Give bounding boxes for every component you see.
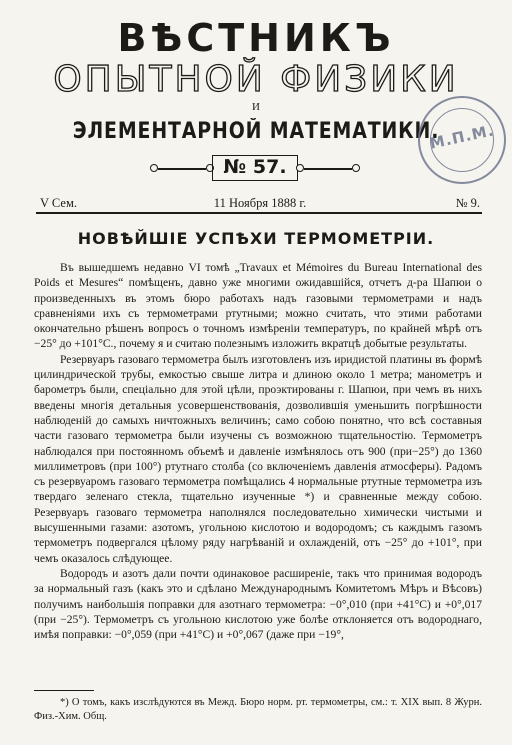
masthead-title-line1: ВѢСТНИКЪ xyxy=(117,16,395,60)
ornament-left xyxy=(158,168,206,170)
meta-series: V Сем. xyxy=(40,196,77,210)
header-rule xyxy=(36,212,482,214)
footnote-rule xyxy=(34,690,94,691)
footnote-text: *) О томъ, какъ изслѣдуются въ Межд. Бюро норм. рт. термометры, см.: т. XIX вып. 8 Журн. Физ.-Хим. Общ. xyxy=(34,697,482,722)
article-paragraph: Водородъ и азотъ дали почти одинаковое расширеніе, такъ что принимая водородъ за нормальный газъ (какъ это и сдѣлано Международнымъ Комитетомъ Мѣръ и Вѣсовъ) получимъ наибольшія поправки для азотнаго термометра: −0°,010 (при +41°C) и +0°,017 (при −25°). Термометръ съ угольною кислотою уже болѣе отклоняется отъ водороднаго, имѣя поправки: −0°,059 (при +41°C) и +0°,067 (даже при −19°, xyxy=(34,566,482,642)
masthead-title-line2: ОПЫТНОЙ ФИЗИКИ xyxy=(53,59,459,100)
masthead-conjunction: И xyxy=(252,101,260,113)
ornament-right xyxy=(304,168,352,170)
footnote xyxy=(34,696,482,724)
meta-number: № 9. xyxy=(455,196,480,210)
article-paragraph: Въ вышедшемъ недавно VI томѣ „Travaux et Mémoires du Bureau International des Poids et Mesures“ помѣщенъ, давно уже многими ожидавшійся, отчетъ д-ра Шапюи о произведенныхъ въ этомъ бюро работахъ надъ газовыми термометрами и надъ сравненіями ихъ съ термометрами ртутными; можно считать, что этими работами окончательно рѣшенъ вопросъ о точномъ измѣреніи температуръ, по крайней мѣрѣ отъ −25° до +101°C., почему я и считаю полезнымъ изложить вкратцѣ добытые результаты. xyxy=(34,261,482,351)
meta-date: 11 Ноября 1888 г. xyxy=(213,196,307,210)
stamp-text: M.П.M. xyxy=(428,121,496,153)
article-title: НОВѢЙШІЕ УСПѢХИ ТЕРМОМЕТРІИ. xyxy=(77,229,435,248)
article-body xyxy=(34,260,482,642)
article-paragraph: Резервуаръ газоваго термометра былъ изготовленъ изъ иридистой платины въ формѣ цилиндрической трубы, емкостью свыше литра и длиною около 1 метра; манометръ и барометръ были, спеціально для этой цѣли, проэктированы г. Шапюи, при чемъ въ нихъ введены многія детальныя усовершенствованія, дозволившія уменьшить погрѣшности наблюденій до самыхъ ничтожныхъ величинъ; само собою понятно, что всѣ составныя части газоваго термометра были изучены съ возможною тщательностію. Термометръ наблюдался при постоянномъ объемѣ и давленіе измѣнялось отъ 900 (при−25°) до 1360 миллиметровъ (при 100°) ртутнаго столба (со включеніемъ давленія атмосферы). Радомъ съ резервуаромъ газоваго термометра помѣщались 4 нормальные ртутные термометра изъ твердаго зеленаго стекла, тщательно изученные *) и сравненные между собою. Резервуаръ газоваго термометра наполнялся последовательно химически чистыми и высушенными газами: азотомъ, угольною кислотою и водородомъ; съ каждымъ газомъ термометръ подвергался цѣлому ряду нагрѣваній и охлажденій, отъ −25° до +101°, при чемъ оказалось слѣдующее. xyxy=(34,352,482,565)
library-stamp xyxy=(418,96,506,184)
masthead-title-line3: ЭЛЕМЕНТАРНОЙ МАТЕМАТИКИ. xyxy=(72,119,440,144)
issue-number: № 57. xyxy=(212,155,298,181)
